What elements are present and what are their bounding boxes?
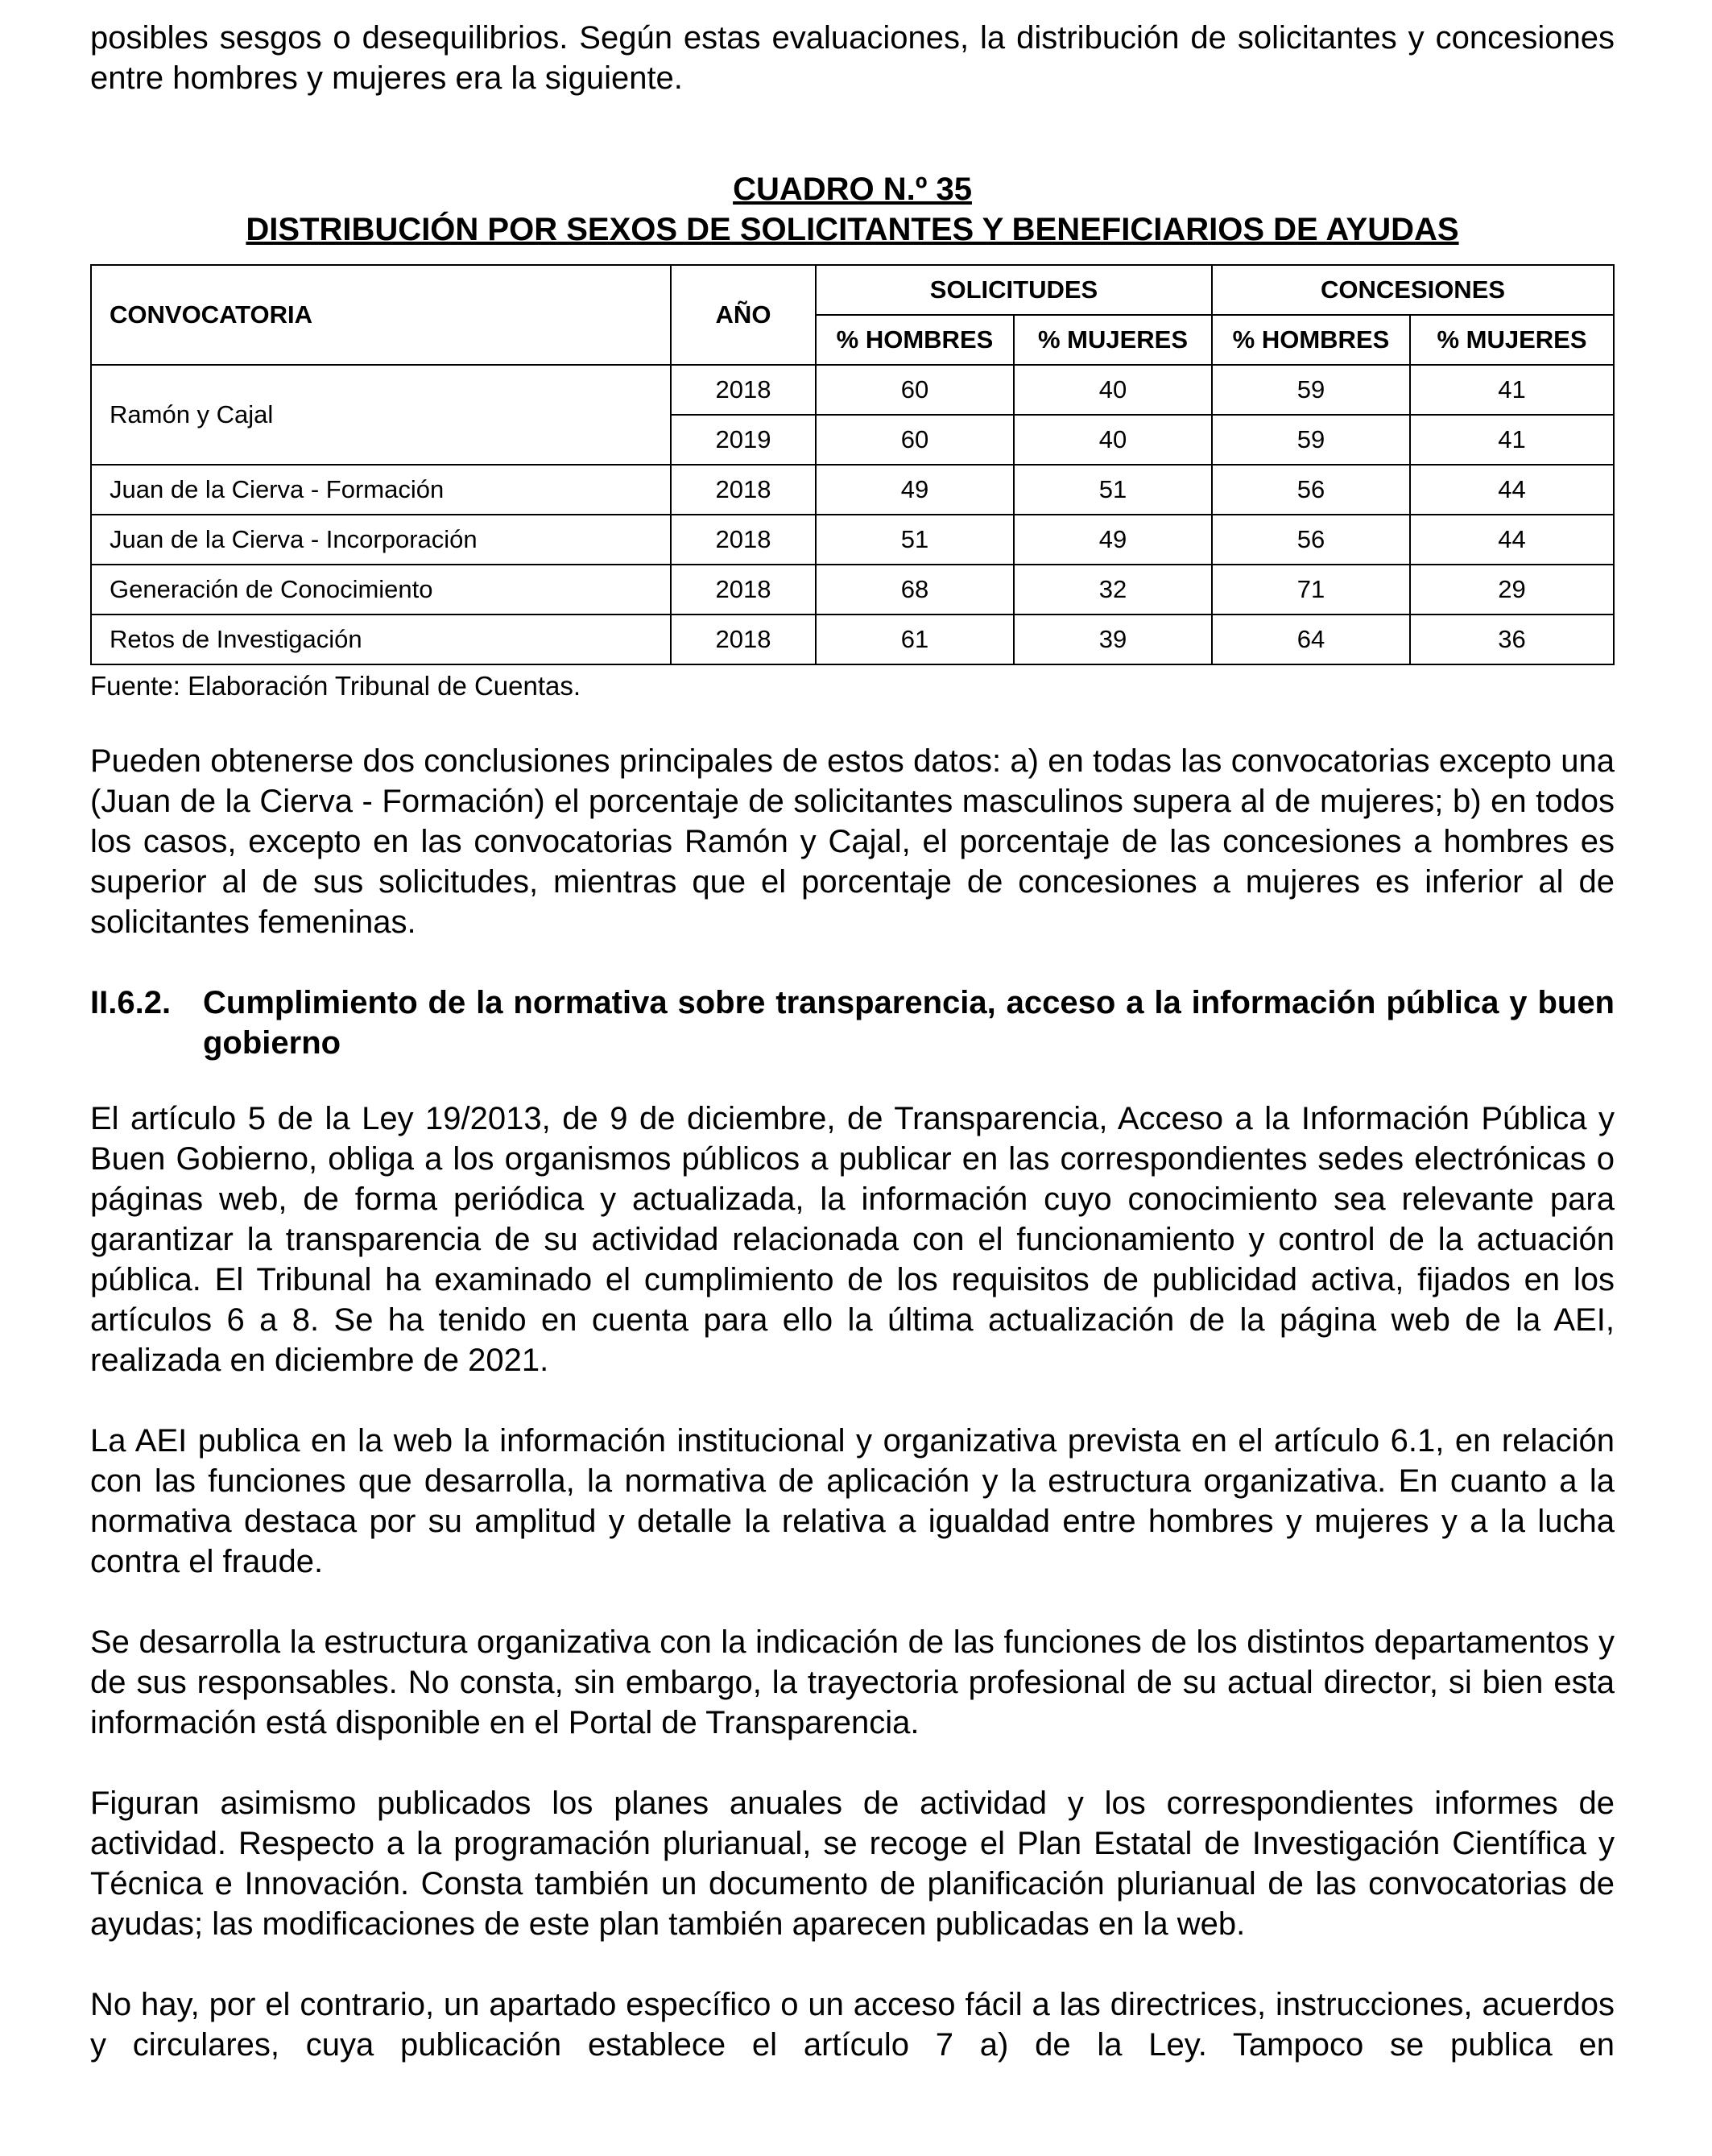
paragraph: La AEI publica en la web la información institucional y organizativa prevista en el artículo 6.1, en relación con las funciones que desarrolla, la normativa de aplicación y la estructura organizativa. En cuanto a la normativa destaca por su amplitud y detalle la relativa a igualdad entre hombres y mujeres y a la lucha contra el fraude. xyxy=(90,1423,1615,1579)
cell-con-hombres: 56 xyxy=(1212,465,1410,515)
cell-con-hombres: 59 xyxy=(1212,365,1410,415)
header-sol-hombres: % HOMBRES xyxy=(816,315,1014,365)
cell-con-hombres: 59 xyxy=(1212,415,1410,465)
cell-sol-mujeres: 40 xyxy=(1014,415,1212,465)
header-convocatoria: CONVOCATORIA xyxy=(91,265,671,365)
header-con-hombres: % HOMBRES xyxy=(1212,315,1410,365)
table-number: CUADRO N.º 35 xyxy=(733,172,972,207)
table-row xyxy=(91,465,1614,515)
cell-anio: 2018 xyxy=(671,515,816,565)
header-concesiones: CONCESIONES xyxy=(1212,265,1614,315)
cell-con-mujeres: 41 xyxy=(1410,365,1614,415)
cell-convocatoria: Retos de Investigación xyxy=(91,615,671,664)
cell-sol-hombres: 60 xyxy=(816,415,1014,465)
cell-sol-hombres: 68 xyxy=(816,565,1014,615)
cell-con-hombres: 71 xyxy=(1212,565,1410,615)
table-source: Fuente: Elaboración Tribunal de Cuentas. xyxy=(90,671,581,701)
cell-anio: 2018 xyxy=(671,615,816,664)
cell-anio: 2018 xyxy=(671,365,816,415)
paragraph: No hay, por el contrario, un apartado específico o un acceso fácil a las directrices, instrucciones, acuerdos y circulares, cuya publicación establece el artículo 7 a) de la Ley. Tampoco se publica en xyxy=(90,1987,1615,2063)
cell-sol-hombres: 49 xyxy=(816,465,1014,515)
document-page xyxy=(90,18,1615,2065)
cell-anio: 2018 xyxy=(671,565,816,615)
distribution-table xyxy=(90,264,1615,665)
cell-con-hombres: 64 xyxy=(1212,615,1410,664)
intro-paragraph: posibles sesgos o desequilibrios. Según estas evaluaciones, la distribución de solicitantes y concesiones entre hombres y mujeres era la siguiente. xyxy=(90,20,1615,96)
cell-sol-mujeres: 40 xyxy=(1014,365,1212,415)
cell-con-hombres: 56 xyxy=(1212,515,1410,565)
cell-anio: 2019 xyxy=(671,415,816,465)
table-row xyxy=(91,365,1614,415)
section-number: II.6.2. xyxy=(90,985,172,1020)
cell-convocatoria: Juan de la Cierva - Incorporación xyxy=(91,515,671,565)
header-solicitudes: SOLICITUDES xyxy=(816,265,1212,315)
section-title: Cumplimiento de la normativa sobre transparencia, acceso a la información pública y buen gobierno xyxy=(203,985,1615,1061)
paragraph: Figuran asimismo publicados los planes anuales de actividad y los correspondientes informes de actividad. Respecto a la programación plurianual, se recoge el Plan Estatal de Investigación Científica y Técnica e Innovación. Consta también un documento de planificación plurianual de las convocatorias de ayudas; las modificaciones de este plan también aparecen publicadas en la web. xyxy=(90,1786,1615,1942)
table-row xyxy=(91,615,1614,664)
table-title: DISTRIBUCIÓN POR SEXOS DE SOLICITANTES Y BENEFICIARIOS DE AYUDAS xyxy=(246,212,1459,247)
cell-con-mujeres: 36 xyxy=(1410,615,1614,664)
cell-convocatoria: Generación de Conocimiento xyxy=(91,565,671,615)
cell-sol-hombres: 51 xyxy=(816,515,1014,565)
table-row xyxy=(91,565,1614,615)
section-heading xyxy=(90,983,1615,1063)
cell-sol-mujeres: 32 xyxy=(1014,565,1212,615)
header-sol-mujeres: % MUJERES xyxy=(1014,315,1212,365)
header-con-mujeres: % MUJERES xyxy=(1410,315,1614,365)
cell-sol-hombres: 61 xyxy=(816,615,1014,664)
cell-con-mujeres: 44 xyxy=(1410,465,1614,515)
cell-sol-mujeres: 51 xyxy=(1014,465,1212,515)
cell-sol-mujeres: 49 xyxy=(1014,515,1212,565)
cell-anio: 2018 xyxy=(671,465,816,515)
conclusions-paragraph: Pueden obtenerse dos conclusiones principales de estos datos: a) en todas las convocatorias excepto una (Juan de la Cierva - Formación) el porcentaje de solicitantes masculinos supera al de mujeres; b) en todos los casos, excepto en las convocatorias Ramón y Cajal, el porcentaje de las concesiones a hombres es superior al de sus solicitudes, mientras que el porcentaje de concesiones a mujeres es inferior al de solicitantes femeninas. xyxy=(90,743,1615,940)
cell-sol-mujeres: 39 xyxy=(1014,615,1212,664)
table-row xyxy=(91,515,1614,565)
paragraph: El artículo 5 de la Ley 19/2013, de 9 de diciembre, de Transparencia, Acceso a la Información Pública y Buen Gobierno, obliga a los organismos públicos a publicar en las correspondientes sedes electrónicas o páginas web, de forma periódica y actualizada, la información cuyo conocimiento sea relevante para garantizar la transparencia de su actividad relacionada con el funcionamiento y control de la actuación pública. El Tribunal ha examinado el cumplimiento de los requisitos de publicidad activa, fijados en los artículos 6 a 8. Se ha tenido en cuenta para ello la última actualización de la página web de la AEI, realizada en diciembre de 2021. xyxy=(90,1101,1615,1378)
cell-con-mujeres: 29 xyxy=(1410,565,1614,615)
cell-sol-hombres: 60 xyxy=(816,365,1014,415)
cell-con-mujeres: 41 xyxy=(1410,415,1614,465)
cell-convocatoria: Ramón y Cajal xyxy=(91,365,671,465)
cell-convocatoria: Juan de la Cierva - Formación xyxy=(91,465,671,515)
header-anio: AÑO xyxy=(671,265,816,365)
cell-con-mujeres: 44 xyxy=(1410,515,1614,565)
paragraph: Se desarrolla la estructura organizativa con la indicación de las funciones de los distintos departamentos y de sus responsables. No consta, sin embargo, la trayectoria profesional de su actual director, si bien esta información está disponible en el Portal de Transparencia. xyxy=(90,1624,1615,1740)
